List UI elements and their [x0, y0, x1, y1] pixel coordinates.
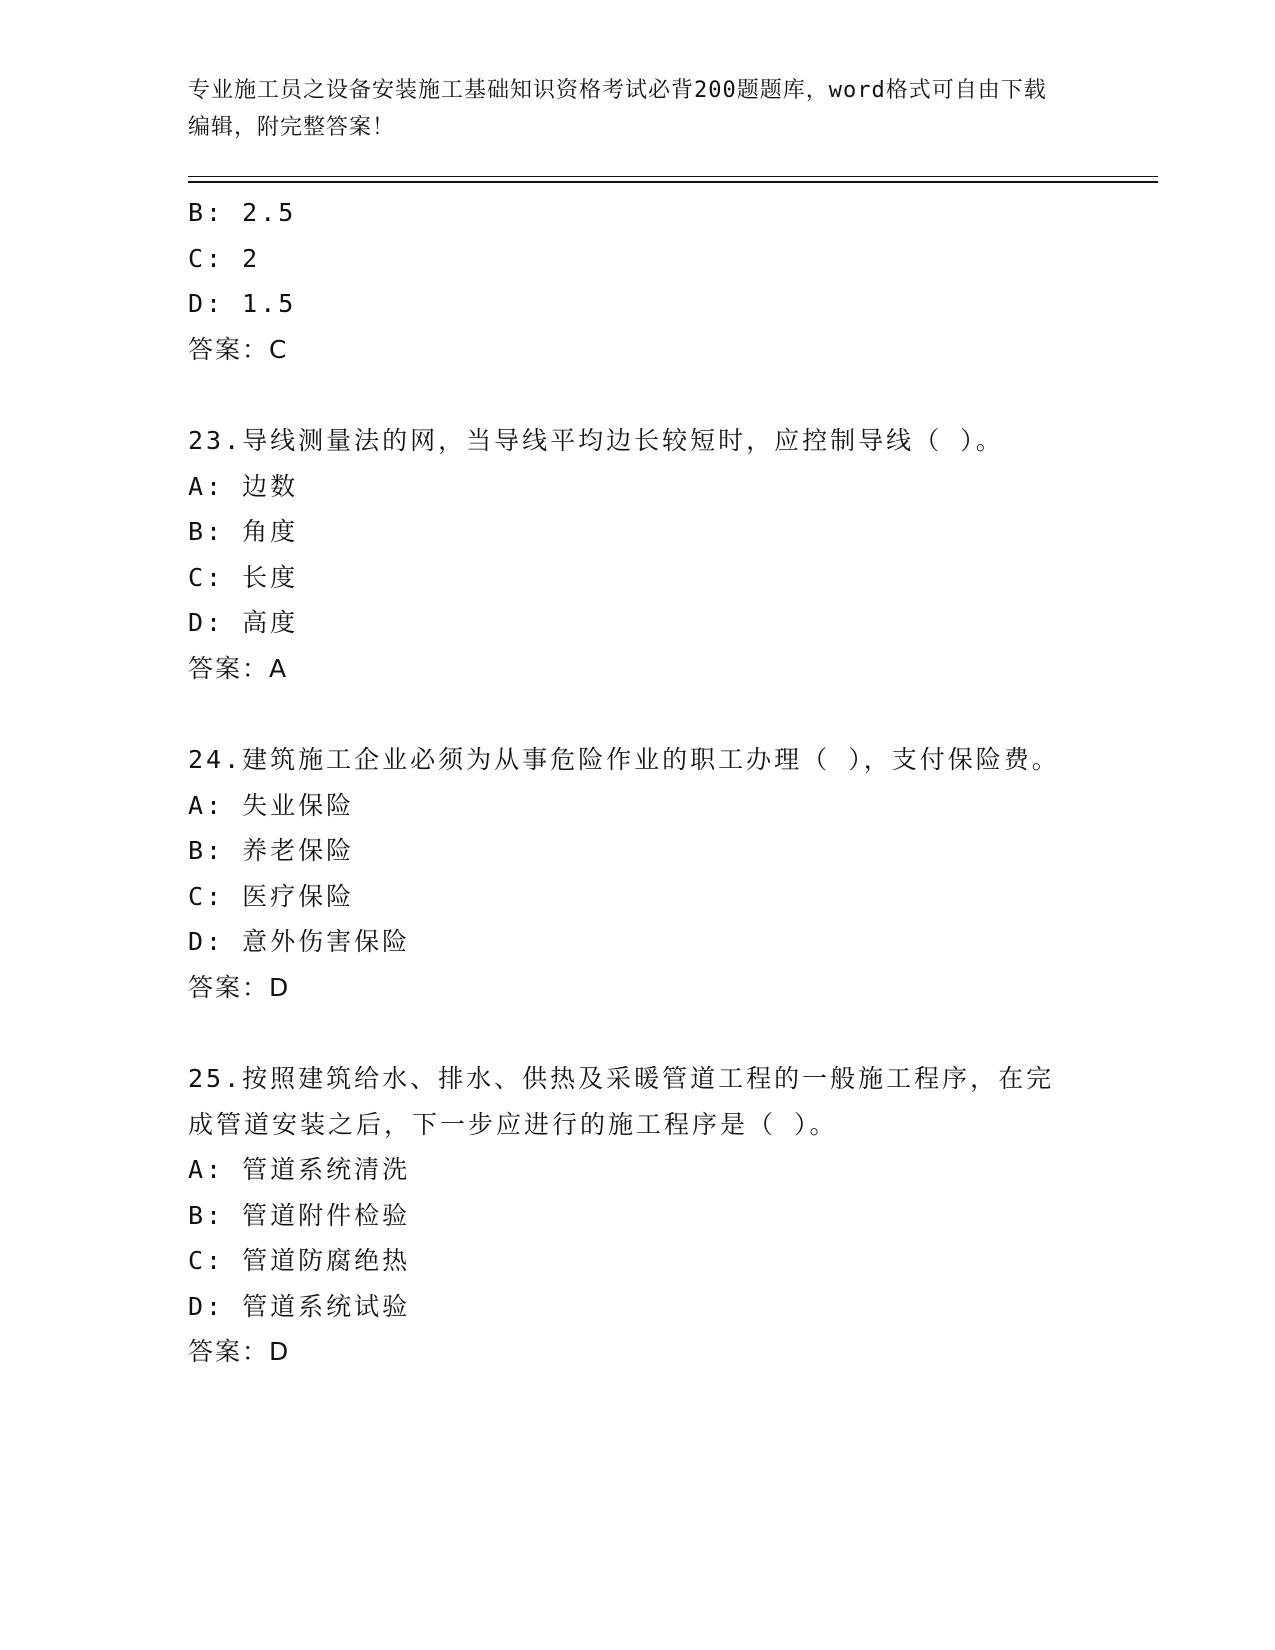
question-content: [188, 190, 1088, 1375]
option-b: B: 养老保险: [188, 836, 355, 865]
answer: 答案：D: [188, 1337, 291, 1366]
option-d: D: 1.5: [188, 289, 297, 318]
option-d: D: 高度: [188, 608, 299, 637]
page-header: 专业施工员之设备安装施工基础知识资格考试必背200题题库，word格式可自由下载编辑，附完整答案！: [188, 78, 1047, 140]
header-divider-thick: [188, 181, 1158, 183]
header-divider-thin: [188, 176, 1158, 177]
option-c: C: 医疗保险: [188, 881, 355, 911]
option-b: B: 2.5: [188, 198, 297, 227]
question-stem: 23.导线测量法的网，当导线平均边长较短时，应控制导线（ ）。: [188, 426, 1004, 455]
option-b: B: 角度: [188, 517, 299, 546]
option-d: D: 意外伤害保险: [188, 927, 411, 956]
answer: 答案：A: [188, 653, 289, 683]
option-b: B: 管道附件检验: [188, 1200, 411, 1230]
option-a: A: 失业保险: [188, 790, 355, 820]
answer: 答案：D: [188, 972, 291, 1002]
option-c: C: 管道防腐绝热: [188, 1246, 411, 1275]
option-c: C: 2: [188, 243, 261, 273]
option-a: A: 边数: [188, 471, 299, 501]
option-d: D: 管道系统试验: [188, 1291, 411, 1321]
option-c: C: 长度: [188, 562, 299, 592]
option-a: A: 管道系统清洗: [188, 1155, 411, 1184]
answer: 答案：C: [188, 334, 289, 364]
question-stem: 24.建筑施工企业必须为从事危险作业的职工办理（ ），支付保险费。: [188, 745, 1060, 774]
question-stem: 25.按照建筑给水、排水、供热及采暖管道工程的一般施工程序，在完成管道安装之后，下一步应进行的施工程序是（ ）。: [188, 1064, 1055, 1139]
